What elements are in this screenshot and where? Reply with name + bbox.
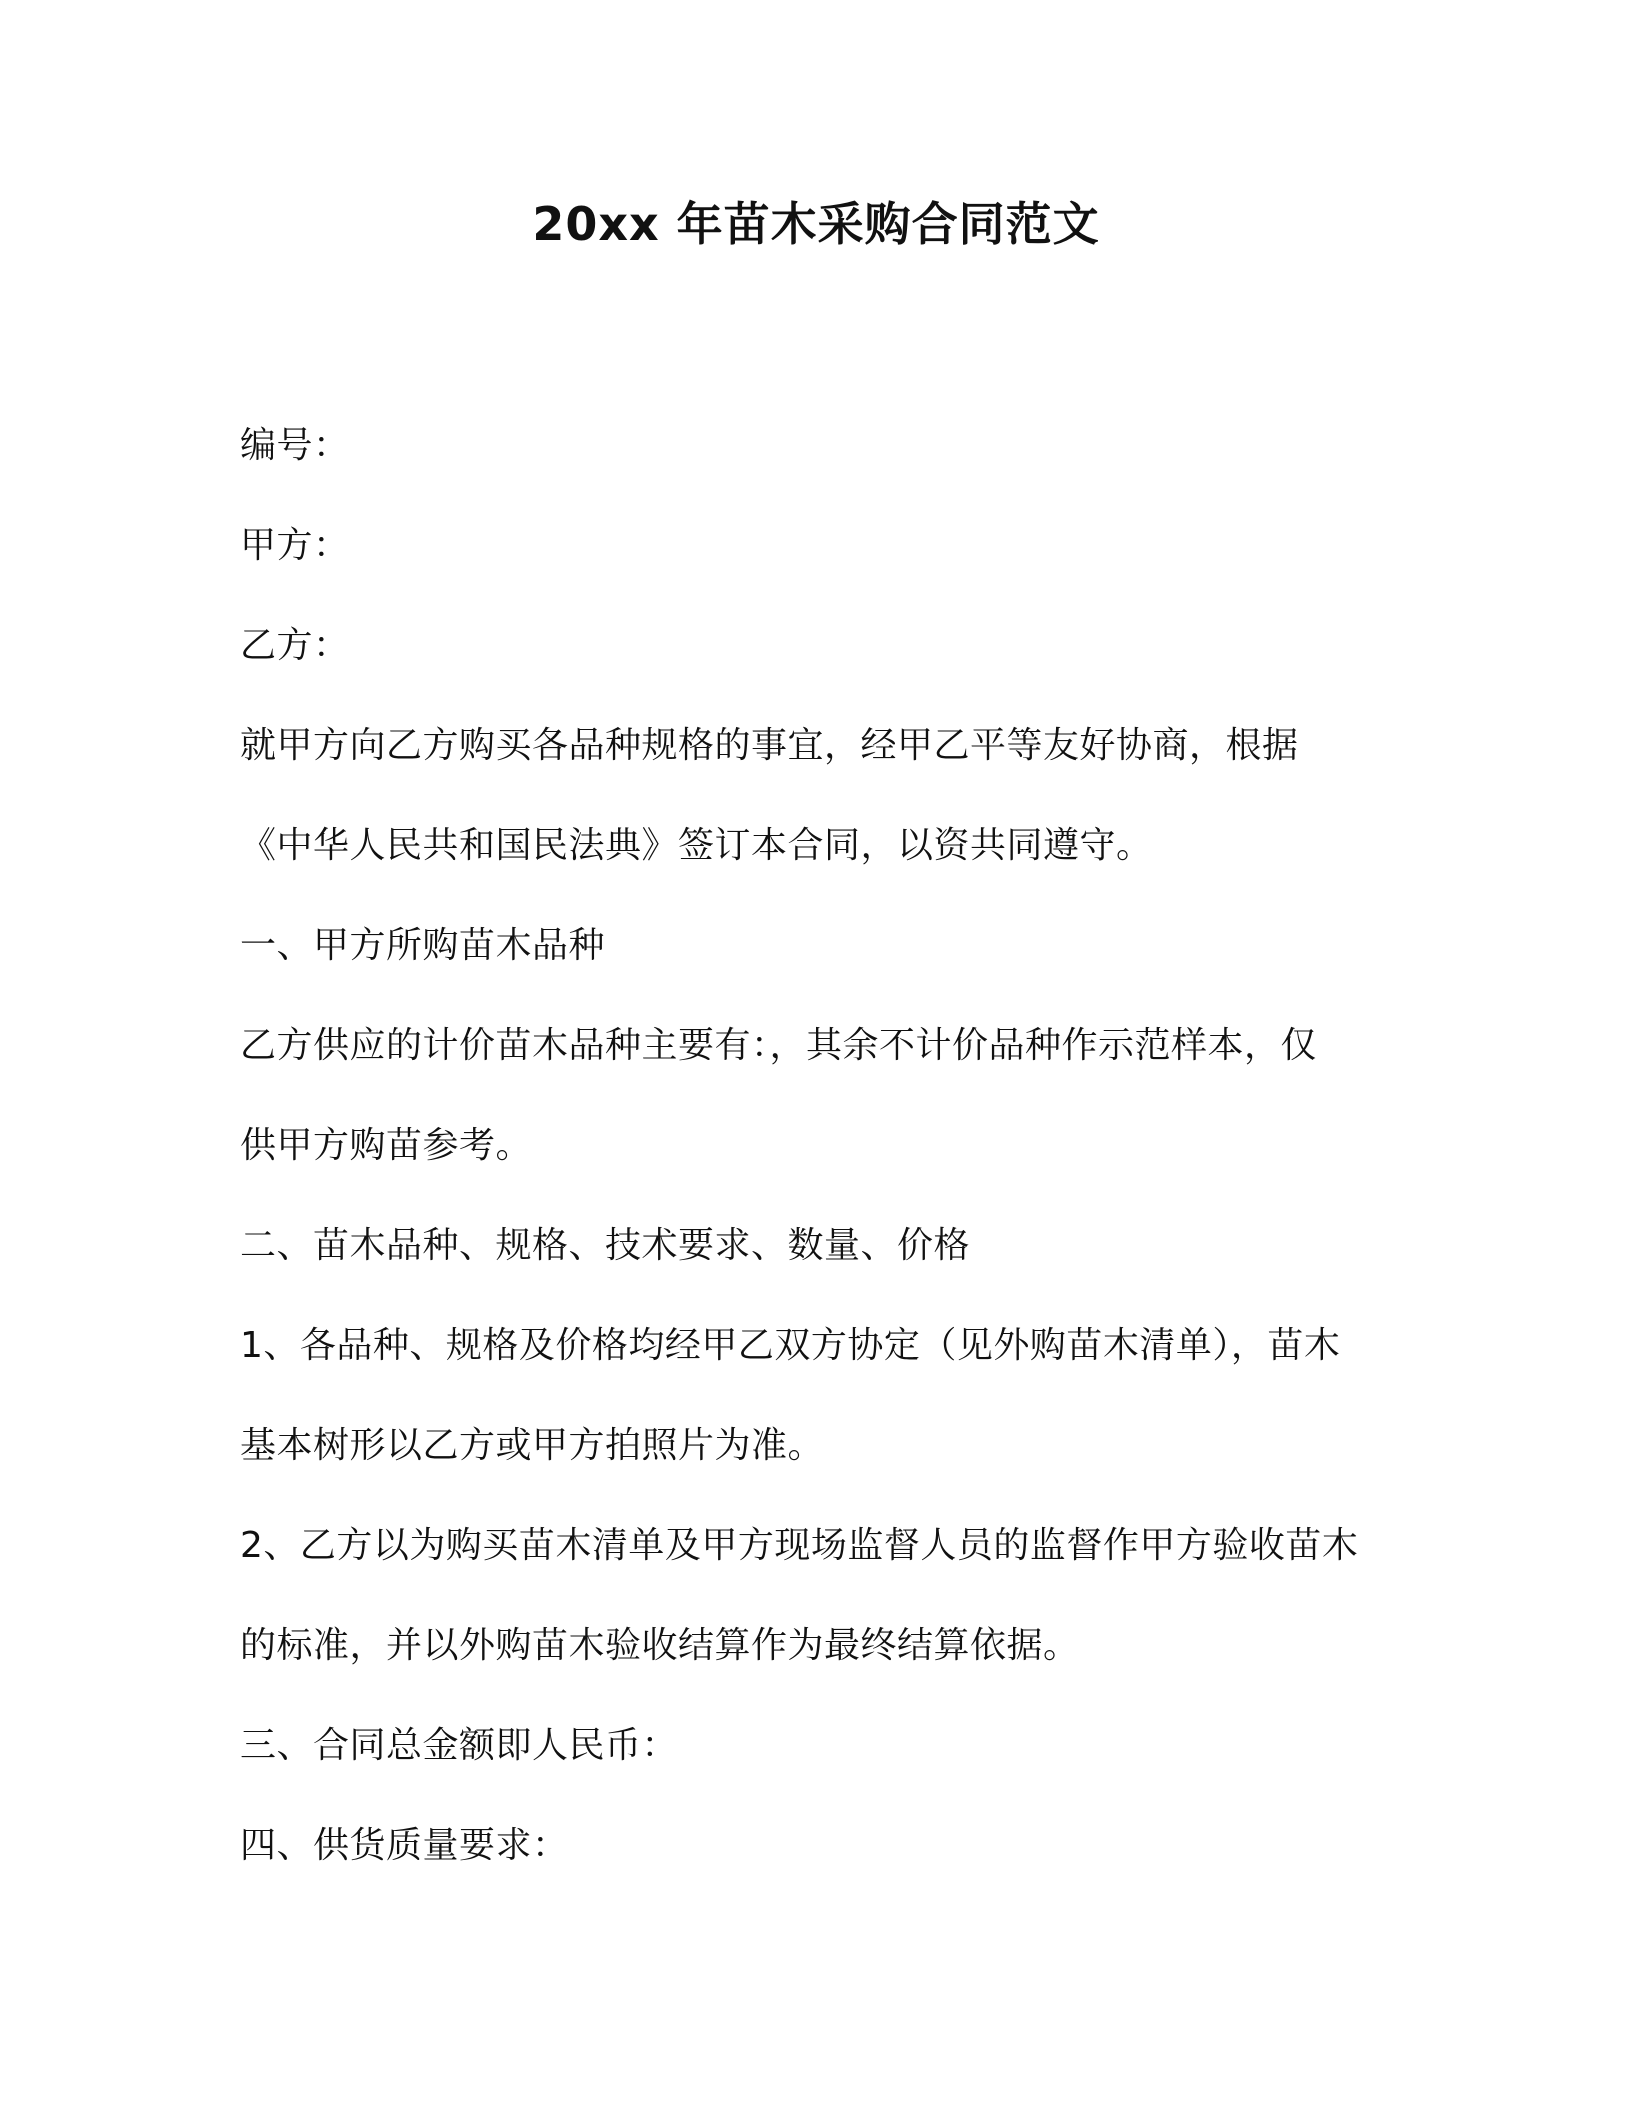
preamble-line-2: 《中华人民共和国民法典》签订本合同，以资共同遵守。: [240, 825, 1153, 866]
party-b-label: 乙方：: [240, 625, 350, 666]
clause-2-1-line-1: 1、各品种、规格及价格均经甲乙双方协定（见外购苗木清单），苗木: [240, 1325, 1341, 1366]
section-1-text-line-2: 供甲方购苗参考。: [240, 1125, 533, 1166]
section-3-heading: 三、合同总金额即人民币：: [240, 1725, 679, 1766]
clause-2-2-line-1: 2、乙方以为购买苗木清单及甲方现场监督人员的监督作甲方验收苗木: [240, 1525, 1359, 1566]
contract-number-label: 编号：: [240, 425, 350, 466]
section-1-text-line-1: 乙方供应的计价苗木品种主要有：，其余不计价品种作示范样本，仅: [240, 1025, 1318, 1066]
section-2-heading: 二、苗木品种、规格、技术要求、数量、价格: [240, 1225, 971, 1266]
party-a-label: 甲方：: [240, 525, 350, 566]
section-1-heading: 一、甲方所购苗木品种: [240, 925, 606, 966]
preamble-line-1: 就甲方向乙方购买各品种规格的事宜，经甲乙平等友好协商，根据: [240, 725, 1299, 766]
clause-2-1-line-2: 基本树形以乙方或甲方拍照片为准。: [240, 1425, 825, 1466]
clause-2-2-line-2: 的标准，并以外购苗木验收结算作为最终结算依据。: [240, 1625, 1080, 1666]
document-title: 20xx 年苗木采购合同范文: [532, 197, 1100, 251]
section-4-heading: 四、供货质量要求：: [240, 1825, 569, 1866]
